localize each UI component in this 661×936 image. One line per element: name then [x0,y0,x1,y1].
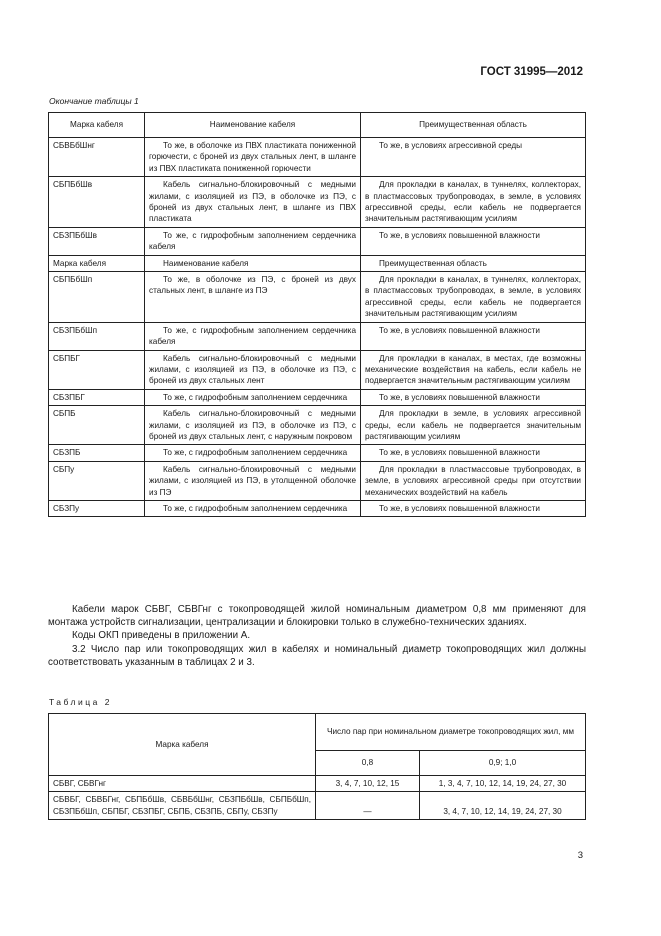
table-row [49,500,586,516]
cell-name: То же, в оболочке из ПВХ пластиката пониженной горючести, с броней из двух стальных лент, в шланге из ПВХ пластиката пониженной горючести [145,138,361,177]
table-row [49,445,586,461]
cable-table-2 [48,713,586,820]
table-2-caption: Таблица 2 [49,697,112,707]
table-row [49,227,586,255]
paragraph-3-2: 3.2 Число пар или токопроводящих жил в кабелях и номинальный диаметр токопроводящих жил должны соответствовать указанным в таблицах 2 и 3. [48,643,586,668]
body-text [48,603,586,669]
header-cell-name: Наименование кабеля [145,113,361,138]
cell-name: То же, с гидрофобным заполнением сердечника [145,445,361,461]
cell-name: То же, с гидрофобным заполнением сердечника кабеля [145,227,361,255]
cell-mark: СБПБ [49,406,145,445]
cell-area: То же, в условиях повышенной влажности [361,227,586,255]
cell-name: Кабель сигнально-блокировочный с медными жилами, с изоляцией из ПЭ, в оболочке из ПЭ, с броней из двух стальных лент, в шланге из ПВХ пластиката [145,177,361,228]
header-cell-d2: 0,9; 1,0 [420,751,586,776]
table-row [49,792,586,820]
cell-mark: СБПу [49,461,145,500]
cell-name: То же, с гидрофобным заполнением сердечника [145,389,361,405]
page-number: 3 [577,850,583,861]
cell-mark: Марка кабеля [49,255,145,271]
table-row [49,350,586,389]
cell-area: Преимущественная область [361,255,586,271]
table-header-row [49,714,586,751]
cell-area: Для прокладки в каналах, в местах, где возможны механические воздействия на кабель, если кабель не подвергается значительным растягивающим усилиям [361,350,586,389]
cell-value-d1: 3, 4, 7, 10, 12, 15 [316,776,420,792]
table-row [49,272,586,323]
cell-name: То же, с гидрофобным заполнением сердечника кабеля [145,322,361,350]
cell-area: То же, в условиях агрессивной среды [361,138,586,177]
cell-name: Наименование кабеля [145,255,361,271]
table-caption: Окончание таблицы 1 [49,96,139,106]
cell-mark: СБЗПу [49,500,145,516]
cell-area: Для прокладки в каналах, в туннелях, коллекторах, в пластмассовых трубопроводах, в земле, в условиях агрессивной среды, если кабель не подвергается значительным растягивающим усилиям [361,272,586,323]
cell-name: Кабель сигнально-блокировочный с медными жилами, с изоляцией из ПЭ, в оболочке из ПЭ, с броней из двух стальных лент [145,350,361,389]
cell-mark: СБЗПБбШв [49,227,145,255]
cell-mark: СБПБбШв [49,177,145,228]
cell-mark: СБВГ, СБВГнг [49,776,316,792]
table-row [49,177,586,228]
cell-area: То же, в условиях повышенной влажности [361,445,586,461]
cell-name: Кабель сигнально-блокировочный с медными жилами, с изоляцией из ПЭ, в оболочке из ПЭ, с броней из двух стальных лент, с наружным покровом [145,406,361,445]
cell-area: Для прокладки в земле, в условиях агрессивной среды, если кабель не подвергается значительным растягивающим усилиям [361,406,586,445]
cell-value-d2: 1, 3, 4, 7, 10, 12, 14, 19, 24, 27, 30 [420,776,586,792]
cell-mark: СБПБбШп [49,272,145,323]
table-row [49,389,586,405]
cell-area: То же, в условиях повышенной влажности [361,389,586,405]
cell-mark: СБВБбШнг [49,138,145,177]
cable-table-1 [48,112,586,517]
table-row-repeat-header [49,255,586,271]
cell-value-d1: — [316,792,420,820]
header-cell-mark: Марка кабеля [49,113,145,138]
header-cell-group: Число пар при номинальном диаметре токопроводящих жил, мм [316,714,586,751]
table-header-row [49,113,586,138]
cell-name: Кабель сигнально-блокировочный с медными жилами, с изоляцией из ПЭ, в утолщенной оболочке из ПЭ [145,461,361,500]
cell-mark: СБПБГ [49,350,145,389]
cell-area: То же, в условиях повышенной влажности [361,500,586,516]
cell-area: Для прокладки в пластмассовые трубопроводах, в земле, в условиях агрессивной среды при отсутствии механических воздействий на кабель [361,461,586,500]
cell-area: То же, в условиях повышенной влажности [361,322,586,350]
cell-name: То же, в оболочке из ПЭ, с броней из двух стальных лент, в шланге из ПЭ [145,272,361,323]
table-row [49,138,586,177]
table-row [49,776,586,792]
header-cell-area: Преимущественная область [361,113,586,138]
standard-number: ГОСТ 31995—2012 [480,66,583,78]
cell-mark: СБЗПБГ [49,389,145,405]
table-row [49,322,586,350]
cell-mark: СБВБГ, СБВБГнг, СБПБбШв, СБВБбШнг, СБЗПБбШв, СБПБбШп, СБЗПБбШп, СБПБГ, СБЗПБГ, СБПБ, СБЗПБ, СБПу, СБЗПу [49,792,316,820]
header-cell-d1: 0,8 [316,751,420,776]
table-row [49,406,586,445]
paragraph-cable-usage: Кабели марок СБВГ, СБВГнг с токопроводящей жилой номинальным диаметром 0,8 мм применяют для монтажа устройств сигнализации, централизации и блокировки только в служебно-технических зданиях. [48,604,586,629]
paragraph-okp-codes: Коды ОКП приведены в приложении А. [72,630,251,642]
header-cell-mark: Марка кабеля [49,714,316,776]
cell-value-d2: 3, 4, 7, 10, 12, 14, 19, 24, 27, 30 [420,792,586,820]
cell-area: Для прокладки в каналах, в туннелях, коллекторах, в пластмассовых трубопроводах, в земле, в условиях агрессивной среды, если кабель не подвергается значительным растягивающим усилиям [361,177,586,228]
table-row [49,461,586,500]
cell-mark: СБЗПБбШп [49,322,145,350]
cell-mark: СБЗПБ [49,445,145,461]
cell-name: То же, с гидрофобным заполнением сердечника [145,500,361,516]
